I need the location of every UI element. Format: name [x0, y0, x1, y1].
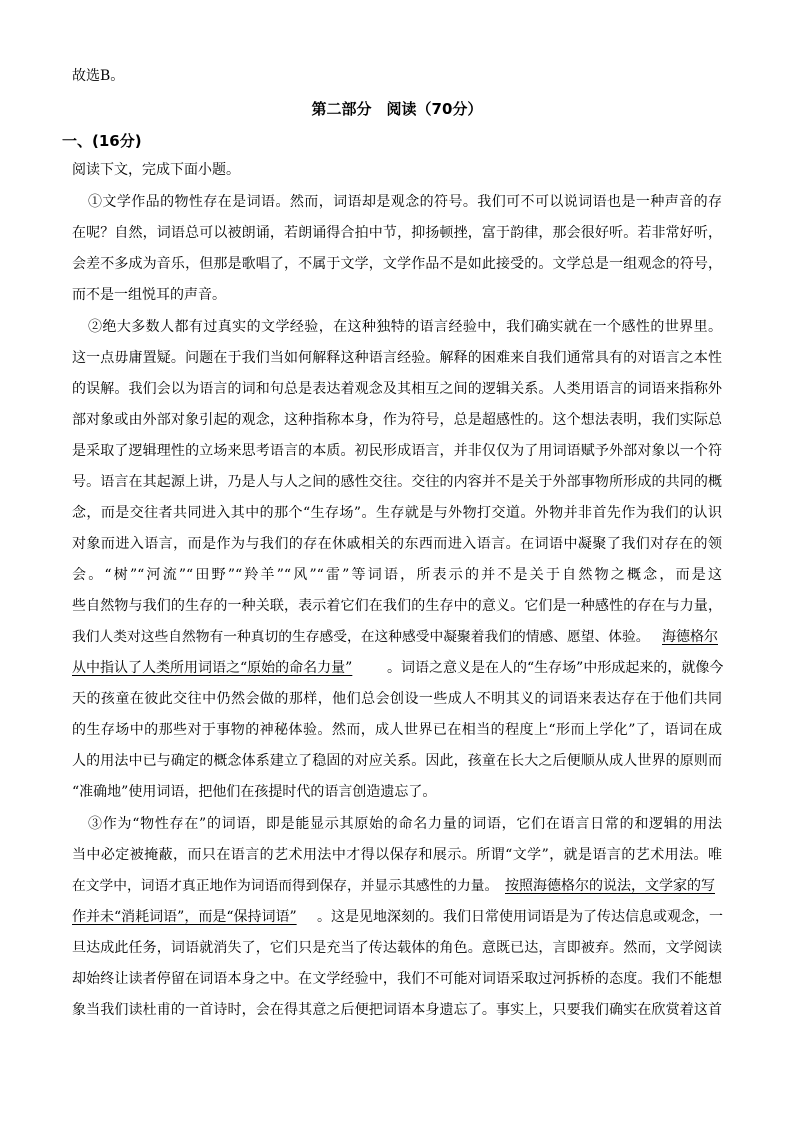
- previous-answer: 故选B。: [72, 68, 125, 84]
- paragraph-line: 的误解。我们会以为语言的词和句总是表达着观念及其相互之间的逻辑关系。人类用语言的词语来指称外: [72, 381, 722, 397]
- paragraph-line: 而不是一组悦耳的声音。: [72, 287, 226, 303]
- underlined-phrase: 作并未“消耗词语”，而是“保持词语”: [72, 909, 297, 925]
- paragraph-line: 会差不多成为音乐，但那是歌唱了，不属于文学，文学作品不是如此接受的。文学总是一组观念的符号，: [72, 256, 722, 272]
- paragraph-line: 在文学中，词语才真正地作为词语而得到保存，并显示其感性的力量。: [72, 878, 499, 894]
- underlined-phrase: 海德格尔: [662, 629, 718, 645]
- paragraph-line: “准确地”使用词语，把他们在孩提时代的语言创造遗忘了。: [72, 784, 437, 800]
- paragraph-line: 的生存场中的那些对于事物的神秘体验。然而，成人世界已在相当的程度上“形而上学化”了，语词在成: [72, 722, 722, 738]
- paragraph-line: 象当我们读杜甫的一首诗时，会在得其意之后便把词语本身遗忘了。事实上，只要我们确实在欣赏着这首: [72, 1002, 722, 1018]
- paragraph-line: 人的用法中已与确定的概念体系建立了稳固的对应关系。因此，孩童在长大之后便顺从成人世界的原则而: [72, 753, 722, 769]
- paragraph-line: 旦达成此任务，词语就消失了，它们只是充当了传达载体的角色。意既已达，言即被弃。然而，文学阅读: [72, 940, 722, 956]
- paragraph-line: 号。语言在其起源上讲，乃是人与人之间的感性交往。交往的内容并不是关于外部事物所形成的共同的概: [72, 474, 722, 490]
- underlined-phrase: 按照海德格尔的说法，文学家的写: [505, 878, 715, 894]
- paragraph-line: 部对象或由外部对象引起的观念，这种指称本身，作为符号，总是超感性的。这个想法表明，我们实际总: [72, 412, 722, 428]
- paragraph-line: ③作为“物性存在”的词语，即是能显示其原始的命名力量的词语，它们在语言日常的和逻辑的用法: [88, 816, 722, 832]
- underlined-phrase: 从中指认了人类所用词语之“原始的命名力量”: [72, 660, 353, 676]
- section-title: 第二部分 阅读（70分）: [311, 100, 483, 118]
- paragraph-line: 当中必定被掩蔽，而只在语言的艺术用法中才得以保存和展示。所谓“文学”，就是语言的艺术用法。唯: [72, 847, 722, 863]
- paragraph-line: 却始终让读者停留在词语本身之中。在文学经验中，我们不可能对词语采取过河拆桥的态度。我们不能想: [72, 971, 722, 987]
- paragraph-line: 念，而是交往者共同进入其中的那个“生存场”。生存就是与外物打交道。外物并非首先作为我们的认识: [72, 505, 722, 521]
- paragraph-line: 是采取了逻辑理性的立场来思考语言的本质。初民形成语言，并非仅仅为了用词语赋予外部对象以一个符: [72, 443, 722, 459]
- paragraph-line: 我们人类对这些自然物有一种真切的生存感受，在这种感受中凝聚着我们的情感、愿望、体验。: [72, 629, 650, 645]
- instruction-text: 阅读下文，完成下面小题。: [72, 162, 240, 178]
- paragraph-line: 这一点毋庸置疑。问题在于我们当如何解释这种语言经验。解释的困难来自我们通常具有的对语言之本性: [72, 350, 722, 366]
- paragraph-line: 在呢？自然，词语总可以被朗诵，若朗诵得合拍中节，抑扬顿挫，富于韵律，那会很好听。若非常好听，: [72, 225, 722, 241]
- paragraph-line: 会。“树”“河流”“田野”“羚羊”“风”“雷”等词语，所表示的并不是关于自然物之概念，而是这: [72, 567, 722, 583]
- paragraph-line: 。这是见地深刻的。我们日常使用词语是为了传达信息或观念，一: [317, 909, 723, 925]
- paragraph-line: 对象而进入语言，而是作为与我们的存在休戚相关的东西而进入语言。在词语中凝聚了我们对存在的领: [72, 536, 722, 552]
- paragraph-line: 。词语之意义是在人的“生存场”中形成起来的，就像今: [387, 660, 724, 676]
- paragraph-line: 天的孩童在彼此交往中仍然会做的那样，他们总会创设一些成人不明其义的词语来表达存在于他们共同: [72, 691, 722, 707]
- paragraph-line: 些自然物与我们的生存的一种关联，表示着它们在我们的生存中的意义。它们是一种感性的存在与力量，: [72, 598, 722, 614]
- question-heading: 一、(16分): [62, 132, 142, 150]
- paragraph-line: ②绝大多数人都有过真实的文学经验，在这种独特的语言经验中，我们确实就在一个感性的世界里。: [88, 319, 722, 335]
- paragraph-line: ①文学作品的物性存在是词语。然而，词语却是观念的符号。我们可不可以说词语也是一种声音的存: [88, 194, 722, 210]
